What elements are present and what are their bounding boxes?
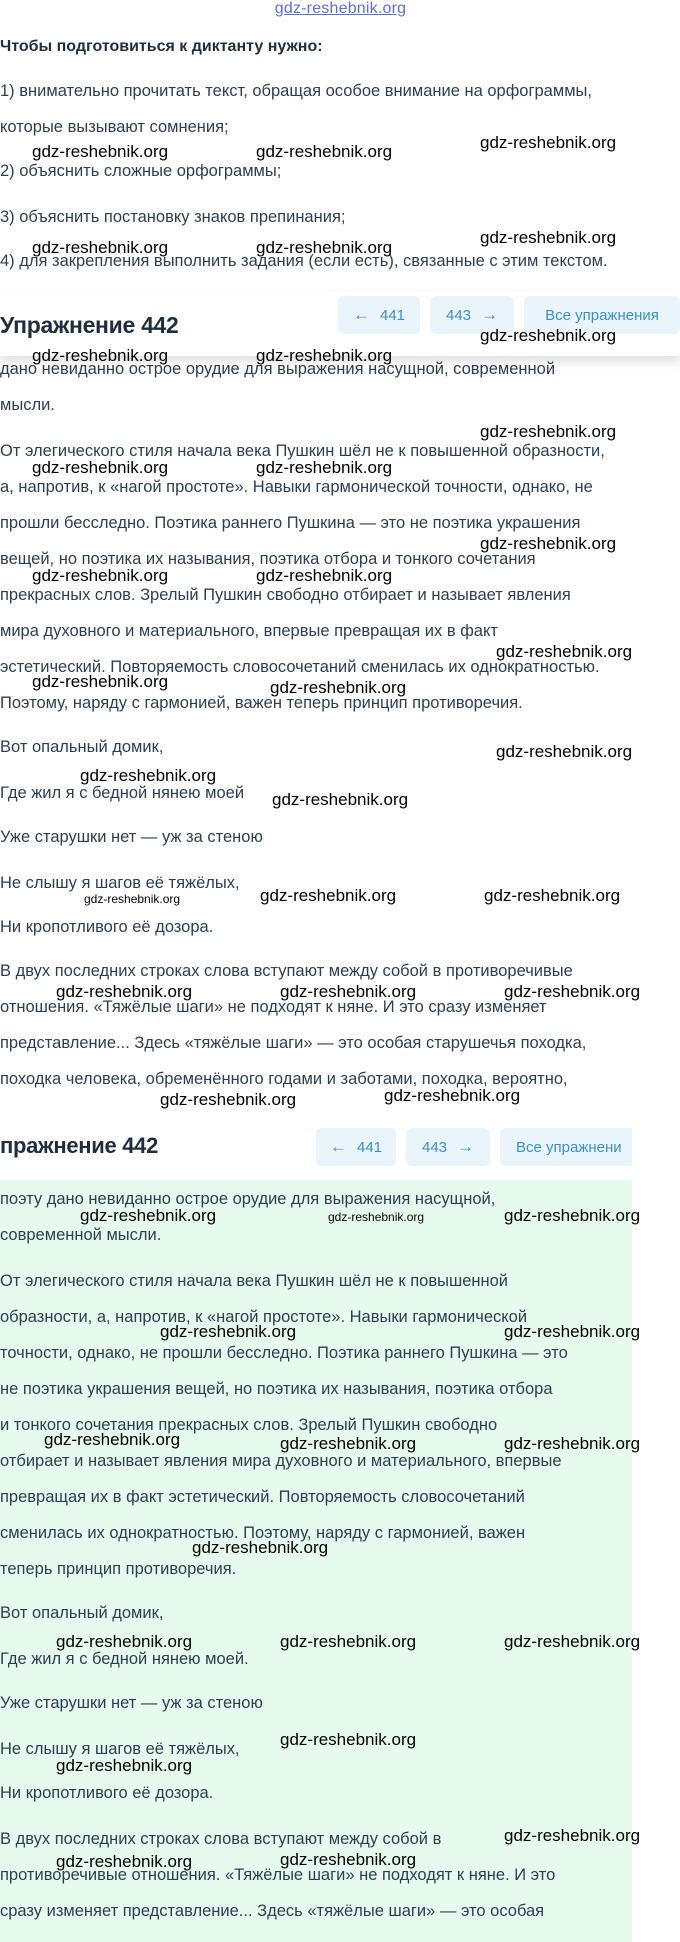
intro-item: 1) внимательно прочитать текст, обращая особое внимание на орфограммы, bbox=[0, 82, 592, 100]
watermark: gdz-reshebnik.org bbox=[504, 1322, 641, 1341]
text-line: отношения. «Тяжёлые шаги» не подходят к няне. И это сразу изменяет bbox=[0, 998, 547, 1016]
watermark: gdz-reshebnik.org bbox=[480, 326, 617, 345]
text-line: эстетический. Повторяемость словосочетаний сменилась их однократностью. bbox=[0, 658, 600, 676]
watermark: gdz-reshebnik.org bbox=[32, 566, 169, 585]
watermark: gdz-reshebnik.org bbox=[44, 1430, 181, 1449]
watermark: gdz-reshebnik.org bbox=[504, 1826, 641, 1845]
answer-poem-line: Ни кропотливого её дозора. bbox=[0, 1784, 214, 1802]
text-line: вещей, но поэтика их называния, поэтика отбора и тонкого сочетания bbox=[0, 550, 536, 568]
watermark: gdz-reshebnik.org bbox=[56, 1632, 193, 1651]
watermark: gdz-reshebnik.org bbox=[504, 1434, 641, 1453]
watermark: gdz-reshebnik.org bbox=[272, 790, 409, 809]
intro-item: 3) объяснить постановку знаков препинания; bbox=[0, 208, 346, 226]
answer-poem-line: Уже старушки нет — уж за стеною bbox=[0, 1694, 263, 1712]
arrow-right-icon: → bbox=[457, 1137, 475, 1156]
watermark: gdz-reshebnik.org bbox=[504, 982, 641, 1001]
answer-line: не поэтика украшения вещей, но поэтика их называния, поэтика отбора bbox=[0, 1380, 553, 1398]
watermark: gdz-reshebnik.org bbox=[32, 672, 169, 691]
arrow-left-icon: ← bbox=[329, 1137, 347, 1156]
answer-line: противоречивые отношения. «Тяжёлые шаги» не подходят к няне. И это bbox=[0, 1866, 556, 1884]
exercise-title: Упражнение 442 bbox=[0, 312, 179, 338]
watermark: gdz-reshebnik.org bbox=[484, 886, 621, 905]
intro-item: 2) объяснить сложные орфограммы; bbox=[0, 162, 282, 180]
watermark: gdz-reshebnik.org bbox=[270, 678, 407, 697]
poem-line: Ни кропотливого её дозора. bbox=[0, 918, 214, 936]
watermark: gdz-reshebnik.org bbox=[260, 886, 397, 905]
watermark: gdz-reshebnik.org bbox=[160, 1322, 297, 1341]
watermark: gdz-reshebnik.org bbox=[480, 228, 617, 247]
intro-title: Чтобы подготовиться к диктанту нужно: bbox=[0, 38, 323, 55]
watermark: gdz-reshebnik.org bbox=[256, 142, 393, 161]
poem-line: Не слышу я шагов её тяжёлых, bbox=[0, 874, 240, 892]
watermark: gdz-reshebnik.org bbox=[32, 238, 169, 257]
watermark: gdz-reshebnik.org bbox=[192, 1538, 329, 1557]
watermark: gdz-reshebnik.org bbox=[496, 642, 633, 661]
answer-line: отбирает и называет явления мира духовного и материального, впервые bbox=[0, 1452, 562, 1470]
answer-line: современной мысли. bbox=[0, 1226, 162, 1244]
watermark: gdz-reshebnik.org bbox=[56, 982, 193, 1001]
text-line: представление... Здесь «тяжёлые шаги» — это особая старушечья походка, bbox=[0, 1034, 587, 1052]
answer-line: От элегического стиля начала века Пушкин шёл не к повышенной bbox=[0, 1272, 508, 1290]
watermark: gdz-reshebnik.org bbox=[504, 1206, 641, 1225]
watermark: gdz-reshebnik.org bbox=[160, 1090, 297, 1109]
text-line: а, напротив, к «нагой простоте». Навыки гармонической точности, однако, не bbox=[0, 478, 593, 496]
text-line: дано невиданно острое орудие для выражения насущной, современной bbox=[0, 360, 556, 378]
text-line: От элегического стиля начала века Пушкин шёл не к повышенной образности, bbox=[0, 442, 605, 460]
watermark: gdz-reshebnik.org bbox=[256, 346, 393, 365]
watermark: gdz-reshebnik.org bbox=[480, 534, 617, 553]
watermark: gdz-reshebnik.org bbox=[84, 892, 181, 906]
watermark: gdz-reshebnik.org bbox=[256, 458, 393, 477]
exercise-header-duplicate bbox=[0, 1124, 680, 1180]
arrow-right-icon: → bbox=[481, 305, 499, 324]
prev-exercise-button[interactable] bbox=[338, 296, 420, 334]
answer-poem-line: Где жил я с бедной нянею моей. bbox=[0, 1650, 249, 1668]
text-line: прошли бесследно. Поэтика раннего Пушкина — это не поэтика украшения bbox=[0, 514, 581, 532]
watermark: gdz-reshebnik.org bbox=[280, 1434, 417, 1453]
watermark: gdz-reshebnik.org bbox=[480, 133, 617, 152]
prev-exercise-label-duplicate: 441 bbox=[356, 1138, 383, 1156]
answer-line: поэту дано невиданно острое орудие для выражения насущной, bbox=[0, 1190, 496, 1208]
watermark: gdz-reshebnik.org bbox=[280, 1730, 417, 1749]
text-line: походка человека, обременённого годами и заботами, походка, вероятно, bbox=[0, 1070, 568, 1088]
watermark: gdz-reshebnik.org bbox=[56, 1852, 193, 1871]
all-exercises-label: Все упражнения bbox=[545, 306, 659, 324]
watermark: gdz-reshebnik.org bbox=[328, 1210, 425, 1224]
all-exercises-button-duplicate[interactable] bbox=[500, 1128, 632, 1166]
answer-line: сразу изменяет представление... Здесь «тяжёлые шаги» — это особая bbox=[0, 1902, 545, 1920]
text-line: Поэтому, наряду с гармонией, важен теперь принцип противоречия. bbox=[0, 694, 523, 712]
watermark: gdz-reshebnik.org bbox=[384, 1086, 521, 1105]
exercise-title-duplicate: пражнение 442 bbox=[0, 1133, 159, 1158]
text-line: мира духовного и материального, впервые превращая их в факт bbox=[0, 622, 498, 640]
watermark: gdz-reshebnik.org bbox=[280, 1850, 417, 1869]
text-line: прекрасных слов. Зрелый Пушкин свободно отбирает и называет явления bbox=[0, 586, 571, 604]
answer-line: точности, однако, не прошли бесследно. Поэтика раннего Пушкина — это bbox=[0, 1344, 568, 1362]
answer-poem-line: Не слышу я шагов её тяжёлых, bbox=[0, 1740, 240, 1758]
text-line: В двух последних строках слова вступают между собой в противоречивые bbox=[0, 962, 573, 980]
watermark: gdz-reshebnik.org bbox=[280, 982, 417, 1001]
watermark: gdz-reshebnik.org bbox=[32, 142, 169, 161]
prev-exercise-button-duplicate[interactable] bbox=[316, 1128, 396, 1166]
next-exercise-label: 443 bbox=[445, 306, 472, 324]
answer-line: В двух последних строках слова вступают между собой в bbox=[0, 1830, 442, 1848]
prev-exercise-label: 441 bbox=[379, 306, 406, 324]
watermark: gdz-reshebnik.org bbox=[256, 238, 393, 257]
all-exercises-label-duplicate: Все упражнени bbox=[516, 1138, 622, 1156]
watermark: gdz-reshebnik.org bbox=[480, 422, 617, 441]
watermark: gdz-reshebnik.org bbox=[280, 1632, 417, 1651]
watermark: gdz-reshebnik.org bbox=[256, 566, 393, 585]
site-logo-link[interactable]: gdz-reshebnik.org bbox=[274, 0, 407, 17]
answer-line: превращая их в факт эстетический. Повторяемость словосочетаний bbox=[0, 1488, 525, 1506]
next-exercise-label-duplicate: 443 bbox=[421, 1138, 448, 1156]
answer-line: сменилась их однократностью. Поэтому, наряду с гармонией, важен bbox=[0, 1524, 526, 1542]
answer-line: образности, а, напротив, к «нагой простоте». Навыки гармонической bbox=[0, 1308, 528, 1326]
watermark: gdz-reshebnik.org bbox=[56, 1756, 193, 1775]
answer-line: теперь принцип противоречия. bbox=[0, 1560, 237, 1578]
arrow-left-icon: ← bbox=[352, 305, 370, 324]
poem-line: Уже старушки нет — уж за стеною bbox=[0, 828, 263, 846]
poem-line: Вот опальный домик, bbox=[0, 738, 164, 756]
intro-item: 4) для закрепления выполнить задания (если есть), связанные с этим текстом. bbox=[0, 252, 608, 270]
answer-poem-line: Вот опальный домик, bbox=[0, 1604, 164, 1622]
watermark: gdz-reshebnik.org bbox=[80, 1206, 217, 1225]
watermark: gdz-reshebnik.org bbox=[496, 742, 633, 761]
answer-line: и тонкого сочетания прекрасных слов. Зрелый Пушкин свободно bbox=[0, 1416, 498, 1434]
watermark: gdz-reshebnik.org bbox=[32, 458, 169, 477]
intro-item: которые вызывают сомнения; bbox=[0, 118, 229, 136]
watermark: gdz-reshebnik.org bbox=[80, 766, 217, 785]
text-line: мысли. bbox=[0, 396, 55, 414]
watermark: gdz-reshebnik.org bbox=[32, 346, 169, 365]
next-exercise-button-duplicate[interactable] bbox=[406, 1128, 490, 1166]
poem-line: Где жил я с бедной нянею моей bbox=[0, 784, 245, 802]
watermark: gdz-reshebnik.org bbox=[504, 1632, 641, 1651]
